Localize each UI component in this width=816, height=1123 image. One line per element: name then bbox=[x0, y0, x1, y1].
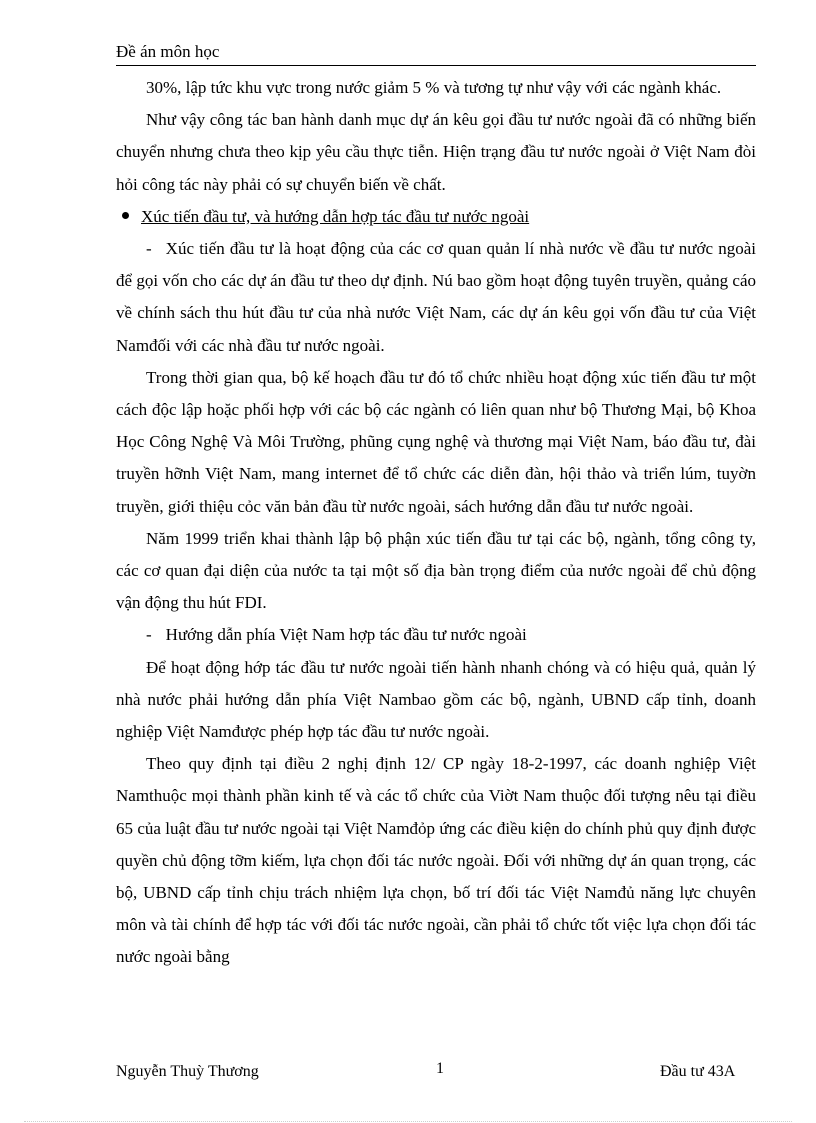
bullet-icon bbox=[122, 212, 129, 219]
paragraph-6: Theo quy định tại điều 2 nghị định 12/ CP ngày 18-2-1997, các doanh nghiệp Việt Namthuộc mọi thành phần kinh tế và các tổ chức của Viờt Nam thuộc đối tượng nêu tại điều 65 của luật đầu tư nước ngoài tại Việt Namđỏp ứng các điều kiện do chính phủ quy định được quyền chủ động tỡm kiếm, lựa chọn đối tác nước ngoài. Đối với những dự án quan trọng, các bộ, UBND cấp tỉnh chịu trách nhiệm lựa chọn, bố trí đối tác Việt Namđủ năng lực chuyên môn và tài chính để hợp tác với đối tác nước ngoài, cần phải tổ chức tốt việc lựa chọn đối tác nước ngoài bằng bbox=[116, 754, 756, 967]
footer-class-label: Đầu tư 43A bbox=[660, 1063, 736, 1080]
paragraph-4: Năm 1999 triển khai thành lập bộ phận xúc tiến đầu tư tại các bộ, ngành, tổng công ty, các cơ quan đại diện của nước ta tại một số địa bàn trọng điểm của nước ngoài để chủ động vận động thu hút FDI. bbox=[116, 528, 756, 613]
paragraph-5: Để hoạt động hớp tác đầu tư nước ngoài tiến hành nhanh chóng và có hiệu quả, quản lý nhà nước phải hướng dẫn phía Việt Nambao gồm các bộ, ngành, UBND cấp tỉnh, doanh nghiệp Việt Namđược phép hợp tác đầu tư nước ngoài. bbox=[116, 657, 756, 742]
paragraph-2: Như vậy công tác ban hành danh mục dự án kêu gọi đầu tư nước ngoài đã có những biến chuyển nhưng chưa theo kịp yêu cầu thực tiễn. Hiện trạng đầu tư nước ngoài ở Việt Nam đòi hỏi công tác này phải có sự chuyển biến về chất. bbox=[116, 110, 756, 194]
dash-paragraph-1-text: Xúc tiến đầu tư là hoạt động của các cơ quan quản lí nhà nước về đầu tư nước ngoài để gọi vốn cho các dự án đầu tư theo dự định. Nú bao gồm hoạt động tuyên truyền, quảng cáo về chính sách thu hút đầu tư của nhà nước Việt Nam, các dự án kêu gọi vốn đầu tư của Việt Namđối với các nhà đầu tư nước ngoài. bbox=[116, 239, 756, 355]
dash-icon: - bbox=[146, 239, 152, 259]
dash-heading-2 bbox=[116, 619, 756, 651]
header-title: Đề án môn học bbox=[116, 42, 220, 61]
paragraph-1: 30%, lập tức khu vực trong nước giảm 5 % và tương tự như vậy với các ngành khác. bbox=[146, 78, 722, 97]
bullet-heading bbox=[116, 201, 756, 233]
footer-page-number: 1 bbox=[436, 1060, 444, 1077]
paragraph-3: Trong thời gian qua, bộ kế hoạch đầu tư đó tổ chức nhiều hoạt động xúc tiến đầu tư một cách độc lập hoặc phối hợp với các bộ các ngành có liên quan như bộ Thương Mại, bộ Khoa Học Công Nghệ Và Môi Trường, phũng cụng nghệ và thương mại Việt Nam, báo đầu tư, đài truyền hỡnh Việt Nam, mang internet để tổ chức các diễn đàn, hội thảo và triển lúm, tuyờn truyền, giới thiệu cỏc văn bản đầu từ nước ngoài, sách hướng dẫn đầu tư nước ngoài. bbox=[116, 367, 756, 516]
dash-icon: - bbox=[146, 625, 152, 645]
page-bottom-border bbox=[24, 1121, 792, 1122]
document-body bbox=[116, 72, 756, 974]
footer-author: Nguyễn Thuỳ Thương bbox=[116, 1063, 259, 1080]
dash-paragraph-1 bbox=[116, 233, 756, 362]
dash-heading-2-text: Hướng dẫn phía Việt Nam hợp tác đầu tư nước ngoài bbox=[165, 625, 527, 645]
header-divider bbox=[116, 65, 756, 66]
bullet-heading-text: Xúc tiến đầu tư, và hướng dẫn hợp tác đầu tư nước ngoài bbox=[141, 206, 530, 226]
